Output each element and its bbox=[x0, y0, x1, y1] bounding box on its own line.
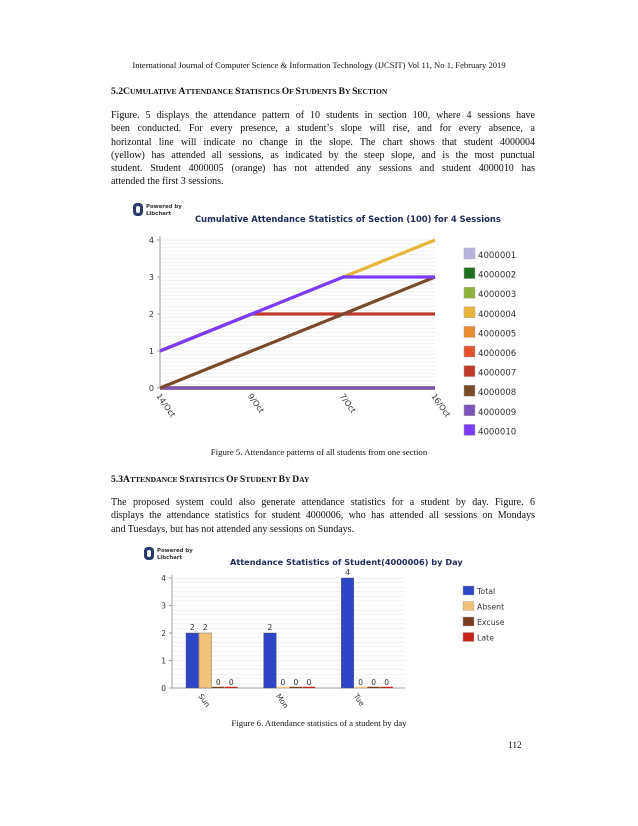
section-heading-5-3 bbox=[111, 474, 309, 485]
chart-title: Attendance Statistics of Student(4000006) by Day bbox=[230, 557, 463, 567]
bars bbox=[186, 568, 393, 688]
paragraph-line: and Tuesdays, but has not attended any sessions on Sundays. bbox=[111, 523, 355, 535]
legend-label: 4000010 bbox=[478, 427, 517, 438]
data-label: 0 bbox=[228, 678, 234, 687]
section-5-2-paragraph bbox=[111, 109, 535, 189]
y-tick-label: 3 bbox=[148, 273, 154, 282]
title-part: Y bbox=[285, 475, 293, 484]
axes bbox=[149, 236, 452, 419]
title-part: TTENDANCE bbox=[129, 475, 180, 484]
legend-label: 4000006 bbox=[478, 349, 517, 359]
figure-6-caption: Figure 6. Attendance statistics of a student by day bbox=[231, 718, 407, 728]
paragraph-line: attended the first 3 sessions. bbox=[111, 176, 224, 188]
y-tick-label: 4 bbox=[161, 574, 166, 583]
legend bbox=[463, 586, 505, 643]
paragraph-line: been conducted. For every presence, a student’s slope will rise, and for every absence, a bbox=[111, 123, 535, 135]
title-part: Y bbox=[344, 87, 353, 96]
data-label: 0 bbox=[293, 678, 299, 687]
legend-swatch bbox=[464, 307, 475, 318]
legend bbox=[464, 248, 516, 437]
data-label: 2 bbox=[189, 623, 195, 632]
title-part: S bbox=[295, 86, 301, 97]
libchart-logo bbox=[144, 547, 193, 561]
libchart-text: Libchart bbox=[146, 211, 172, 217]
chart-title: Cumulative Attendance Statistics of Section (100) for 4 Sessions bbox=[195, 214, 501, 224]
legend-swatch bbox=[464, 385, 475, 396]
title-part: F bbox=[289, 87, 296, 96]
page-number: 112 bbox=[508, 741, 522, 751]
data-label: 0 bbox=[371, 678, 376, 687]
title-part: C bbox=[123, 86, 130, 97]
title-part: UMULATIVE bbox=[129, 87, 179, 96]
y-tick-label: 0 bbox=[148, 384, 154, 393]
legend-label: 4000002 bbox=[478, 270, 517, 281]
powered-by-text: Powered by bbox=[146, 204, 182, 210]
y-tick-label: 3 bbox=[161, 601, 166, 611]
data-label: 0 bbox=[384, 678, 389, 687]
legend-label: Late bbox=[477, 633, 494, 643]
title-part: TUDENTS bbox=[300, 87, 339, 96]
legend-label: Excuse bbox=[477, 618, 505, 627]
figure-6-bar-chart bbox=[140, 545, 520, 715]
figure-5-line-chart bbox=[125, 198, 517, 444]
legend-swatch bbox=[463, 617, 474, 626]
legend-swatch bbox=[464, 326, 475, 337]
section-heading-5-2 bbox=[111, 86, 387, 97]
x-tick-label: 7/Oct bbox=[337, 391, 358, 415]
bar-total-mon bbox=[264, 633, 277, 688]
x-tick-label: Mon bbox=[274, 691, 291, 711]
title-part: S bbox=[235, 86, 241, 97]
libchart-logo bbox=[133, 203, 182, 217]
bar-absent-sun bbox=[199, 633, 212, 688]
section-5-3-paragraph bbox=[111, 496, 535, 536]
section-number: 5.2 bbox=[111, 86, 123, 97]
x-tick-label: Sun bbox=[196, 691, 212, 709]
journal-header: International Journal of Computer Science & Information Technology (IJCSIT) Vol 11, No 1, February 2019 bbox=[132, 60, 506, 70]
legend-label: 4000008 bbox=[478, 388, 517, 399]
paragraph-line: (yellow) has attended all sessions, as indicated by the steep slope, and is the most punctual bbox=[111, 149, 535, 161]
title-part: B bbox=[278, 474, 286, 485]
legend-swatch bbox=[463, 602, 474, 611]
paragraph-line: horizontal line will indicate no change in the slope. The chart shows that student 4000004 bbox=[111, 136, 535, 148]
y-tick-label: 4 bbox=[148, 236, 154, 245]
section-number: 5.3 bbox=[111, 474, 123, 485]
legend-swatch bbox=[464, 248, 475, 259]
title-part: ECTION bbox=[357, 87, 388, 96]
paragraph-line: Figure. 5 displays the attendance pattern of 10 students in section 100, where 4 sessions have bbox=[111, 110, 535, 121]
legend-label: 4000003 bbox=[478, 290, 517, 301]
section-title bbox=[123, 474, 309, 485]
y-tick-label: 1 bbox=[161, 656, 166, 666]
y-tick-label: 0 bbox=[161, 684, 166, 693]
y-tick-label: 2 bbox=[161, 629, 166, 638]
section-title bbox=[123, 86, 387, 97]
libchart-text: Libchart bbox=[157, 555, 183, 561]
title-part: TATISTICS bbox=[184, 475, 227, 484]
legend-swatch bbox=[464, 366, 475, 377]
legend-label: 4000004 bbox=[478, 309, 517, 320]
paragraph-line: student. Student 4000005 (orange) has not attended any sessions and student 4000010 has bbox=[111, 163, 535, 175]
bar-total-sun bbox=[186, 633, 199, 688]
title-part: TATISTICS bbox=[240, 87, 282, 96]
paragraph-line: displays the attendance statistics for student 4000006, who has attended all sessions on Mondays bbox=[111, 510, 535, 522]
bar-total-tue bbox=[341, 578, 354, 688]
title-part: AY bbox=[299, 475, 310, 484]
data-label: 4 bbox=[345, 568, 350, 577]
legend-swatch bbox=[464, 346, 475, 357]
title-part: TUDENT bbox=[245, 475, 279, 484]
x-tick-label: 14/Oct bbox=[154, 391, 178, 420]
title-part: O bbox=[226, 474, 234, 485]
legend-swatch bbox=[464, 424, 475, 435]
data-label: 0 bbox=[280, 678, 286, 687]
powered-by-text: Powered by bbox=[157, 548, 193, 554]
y-tick-label: 1 bbox=[148, 347, 154, 356]
title-part: F bbox=[233, 475, 240, 484]
title-part: TTENDANCE bbox=[185, 87, 236, 96]
legend-label: Absent bbox=[477, 602, 505, 612]
title-part: A bbox=[178, 86, 186, 97]
title-part: S bbox=[352, 86, 358, 97]
title-part: O bbox=[281, 86, 290, 97]
y-tick-label: 2 bbox=[148, 310, 154, 319]
legend-swatch bbox=[464, 268, 475, 279]
title-part: S bbox=[179, 474, 185, 485]
title-part: A bbox=[123, 474, 130, 485]
figure-5-caption: Figure 5. Attendance patterns of all students from one section bbox=[210, 447, 428, 457]
x-tick-label: Tue bbox=[351, 691, 367, 708]
title-part: S bbox=[239, 474, 246, 485]
title-part: D bbox=[292, 474, 300, 485]
legend-swatch bbox=[464, 287, 475, 298]
x-tick-label: 16/Oct bbox=[429, 391, 453, 420]
x-tick-label: 9/Oct bbox=[246, 391, 266, 415]
data-label: 2 bbox=[202, 623, 208, 632]
paragraph-line: The proposed system could also generate attendance statistics for a student by day. Figure. 6 bbox=[111, 497, 535, 508]
legend-swatch bbox=[463, 633, 474, 642]
legend-swatch bbox=[463, 586, 474, 595]
data-label: 0 bbox=[215, 678, 221, 687]
legend-swatch bbox=[464, 405, 475, 416]
legend-label: 4000005 bbox=[478, 329, 517, 340]
legend-label: 4000009 bbox=[478, 407, 517, 418]
legend-label: Total bbox=[477, 587, 496, 596]
legend-label: 4000007 bbox=[478, 368, 517, 379]
title-part: B bbox=[338, 86, 345, 97]
data-label: 0 bbox=[358, 678, 363, 687]
legend-label: 4000001 bbox=[478, 251, 517, 261]
data-label: 0 bbox=[306, 678, 312, 687]
data-label: 2 bbox=[267, 623, 273, 632]
